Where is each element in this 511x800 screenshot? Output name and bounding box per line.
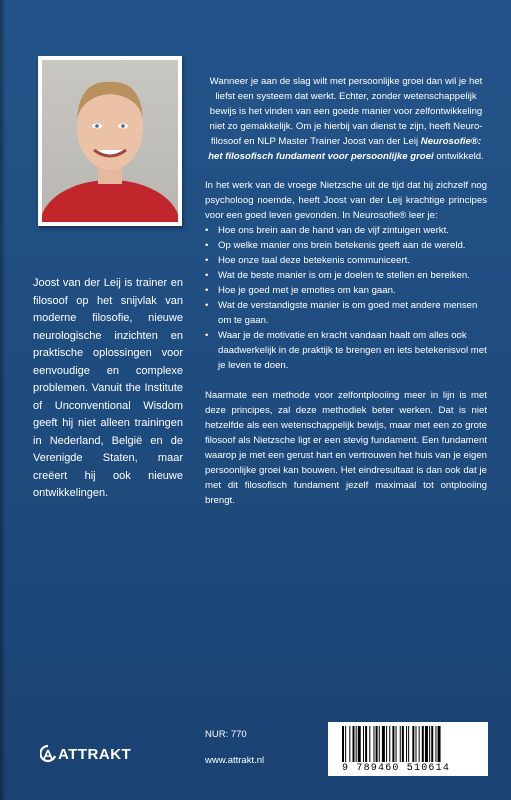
barcode-bar — [412, 726, 414, 762]
list-item: • Wat de verstandigste manier is om goed met andere mensen om te gaan. — [205, 298, 487, 328]
intro-text: Wanneer je aan de slag wilt met persoonlijke groei dan wil je het liefst een systeem dat werkt. Echter, zonder wetenschappelijk bewijs is het vinden van een goede manier voor zelfontwikkeling niet zo gemakkelijk. Om je hierbij van dienst te zijn, heeft Neuro-filosoof en NLP Master Trainer Joost van der Leij — [209, 76, 483, 147]
book-title: Neurosofie®: het filosofisch fundament voor persoonlijke groei — [208, 136, 482, 162]
barcode-bar — [374, 726, 375, 762]
list-item: • Op welke manier ons brein betekenis geeft aan de wereld. — [205, 238, 487, 253]
publisher-url: www.attrakt.nl — [205, 755, 265, 766]
list-item: • Hoe onze taal deze betekenis communiceert. — [205, 253, 487, 268]
spine-shadow — [0, 0, 6, 800]
barcode-bar — [389, 726, 390, 762]
publisher-logo — [40, 745, 131, 763]
intro-paragraph — [205, 74, 487, 164]
nur-code: NUR: 770 — [205, 729, 247, 740]
author-bio: Joost van der Leij is trainer en filosoof op het snijvlak van moderne filosofie, nieuwe neurologische inzichten en praktische oplossingen voor eenvoudige en complexe problemen. Vanuit the Institute of Unconventional Wisdom geeft hij niet alleen trainingen in Nederland, België en de Verenigde Staten, maar creëert hij ook nieuwe ontwikkelingen. — [33, 277, 183, 499]
author-portrait — [42, 60, 178, 222]
list-item: • Hoe je goed met je emoties om kan gaan. — [205, 283, 487, 298]
barcode-bar — [342, 726, 344, 762]
blurb — [205, 74, 487, 522]
barcode-bar — [402, 726, 404, 762]
barcode-bar — [438, 726, 441, 762]
barcode-bar — [408, 726, 409, 762]
barcode-bar — [419, 726, 420, 762]
barcode-bar — [392, 726, 394, 762]
isbn-barcode — [328, 722, 488, 776]
intro-text-end: ontwikkeld. — [433, 151, 484, 162]
author-photo-image — [42, 60, 178, 222]
barcode-bar — [396, 726, 397, 762]
barcode-bar — [435, 726, 436, 762]
barcode-bar — [431, 726, 433, 762]
barcode-bar — [353, 726, 355, 762]
barcode-bar — [358, 726, 361, 762]
author-photo — [38, 56, 182, 226]
barcode-bar — [379, 726, 380, 762]
barcode-bar — [422, 726, 424, 762]
barcode-bar — [406, 726, 407, 762]
publisher-name: ATTRAKT — [58, 745, 132, 763]
principles-list — [205, 223, 487, 373]
barcode-bar — [356, 726, 357, 762]
list-item: • Hoe ons brein aan de hand van de vijf zintuigen werkt. — [205, 223, 487, 238]
barcode-bar — [369, 726, 370, 762]
barcode-bar — [349, 726, 350, 762]
barcode-bar — [429, 726, 430, 762]
barcode-bars — [342, 726, 482, 762]
barcode-bar — [416, 726, 417, 762]
attrakt-logo-icon — [40, 745, 56, 763]
closing-paragraph: Naarmate een methode voor zelfontplooiing meer in lijn is met deze principes, zal deze methodiek beter werken. Dat is niet hetzelfde als een wetenschappelijk bewijs, maar met een zo grote filosoof als Nietzsche ligt er een stevig fundament. Een fundament waarop je met een gerust hart en vertrouwen het huis van je eigen persoonlijke groei kan bouwen. Het eindresultaat is dan ook dat je met dit filosofisch fundament jezelf maximaal tot ontplooiing brengt. — [205, 390, 487, 506]
list-item: • Waar je de motivatie en kracht vandaan haalt om alles ook daadwerkelijk in de praktijk te brengen en iets betekenisvol met je leven te doen. — [205, 328, 487, 373]
nietzsche-paragraph: In het werk van de vroege Nietzsche uit de tijd dat hij zichzelf nog psycholoog noemde, heeft Joost van der Leij krachtige principes voor een goed leven gevonden. In Neurosofie® leer je: — [205, 180, 487, 221]
barcode-bar — [425, 726, 428, 762]
barcode-bar — [400, 726, 401, 762]
barcode-bar — [386, 726, 387, 762]
isbn-number: 9 789460 510614 — [342, 763, 451, 774]
barcode-bar — [363, 726, 364, 762]
barcode-bar — [365, 726, 367, 762]
list-item: • Wat de beste manier is om je doelen te stellen en bereiken. — [205, 268, 487, 283]
barcode-bar — [345, 726, 346, 762]
barcode-bar — [376, 726, 378, 762]
barcode-bar — [382, 726, 385, 762]
